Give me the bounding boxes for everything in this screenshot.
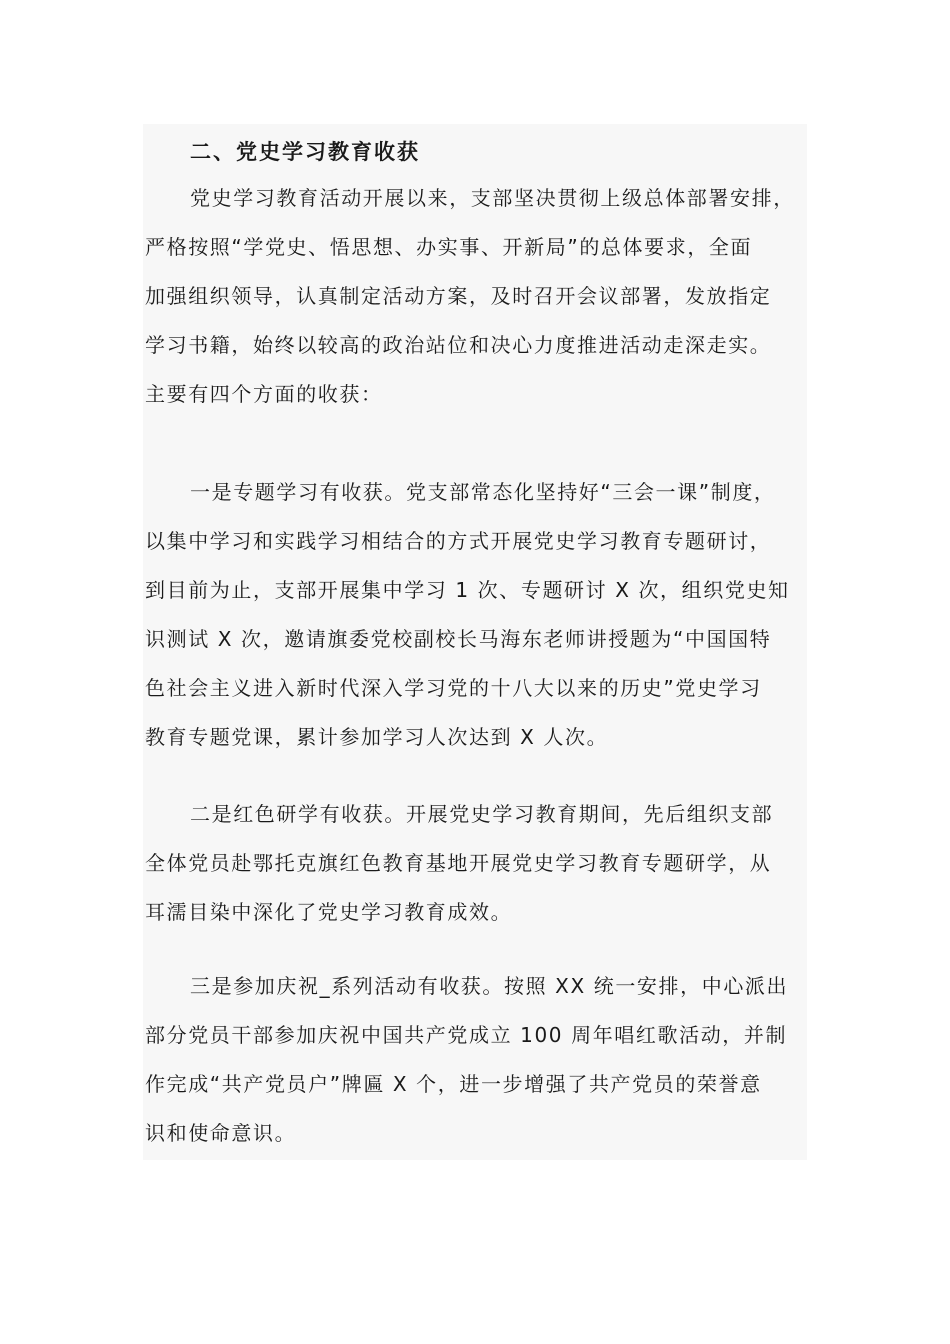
paragraph-line: 识和使命意识。 <box>145 1121 297 1145</box>
paragraph-overview <box>145 174 825 419</box>
paragraph-line: 党史学习教育活动开展以来，支部坚决贯彻上级总体部署安排， <box>190 186 795 210</box>
paragraph-topic-study <box>145 468 825 762</box>
paragraph-line: 主要有四个方面的收获： <box>145 382 383 406</box>
paragraph-line: 三是参加庆祝_系列活动有收获。按照 XX 统一安排，中心派出 <box>190 974 789 998</box>
paragraph-celebration <box>145 962 825 1158</box>
paragraph-line: 全体党员赴鄂托克旗红色教育基地开展党史学习教育专题研学，从 <box>145 851 772 875</box>
paragraph-line: 二是红色研学有收获。开展党史学习教育期间，先后组织支部 <box>190 802 774 826</box>
paragraph-line: 一是专题学习有收获。党支部常态化坚持好“三会一课”制度， <box>190 480 776 504</box>
paragraph-line: 耳濡目染中深化了党史学习教育成效。 <box>145 900 513 924</box>
paragraph-line: 严格按照“学党史、悟思想、办实事、开新局”的总体要求，全面 <box>145 235 753 259</box>
paragraph-line: 作完成“共产党员户”牌匾 X 个，进一步增强了共产党员的荣誉意 <box>145 1072 762 1096</box>
paragraph-line: 教育专题党课，累计参加学习人次达到 X 人次。 <box>145 725 609 749</box>
paragraph-line: 识测试 X 次，邀请旗委党校副校长马海东老师讲授题为“中国国特 <box>145 627 772 651</box>
paragraph-line: 以集中学习和实践学习相结合的方式开展党史学习教育专题研讨， <box>145 529 772 553</box>
paragraph-line: 学习书籍，始终以较高的政治站位和决心力度推进活动走深走实。 <box>145 333 772 357</box>
paragraph-line: 色社会主义进入新时代深入学习党的十八大以来的历史”党史学习 <box>145 676 762 700</box>
paragraph-line: 加强组织领导，认真制定活动方案，及时召开会议部署，发放指定 <box>145 284 772 308</box>
paragraph-red-study <box>145 790 825 937</box>
paragraph-line: 部分党员干部参加庆祝中国共产党成立 100 周年唱红歌活动，并制 <box>145 1023 788 1047</box>
section-heading: 二、党史学习教育收获 <box>190 140 420 164</box>
paragraph-line: 到目前为止，支部开展集中学习 1 次、专题研讨 X 次，组织党史知 <box>145 578 790 602</box>
